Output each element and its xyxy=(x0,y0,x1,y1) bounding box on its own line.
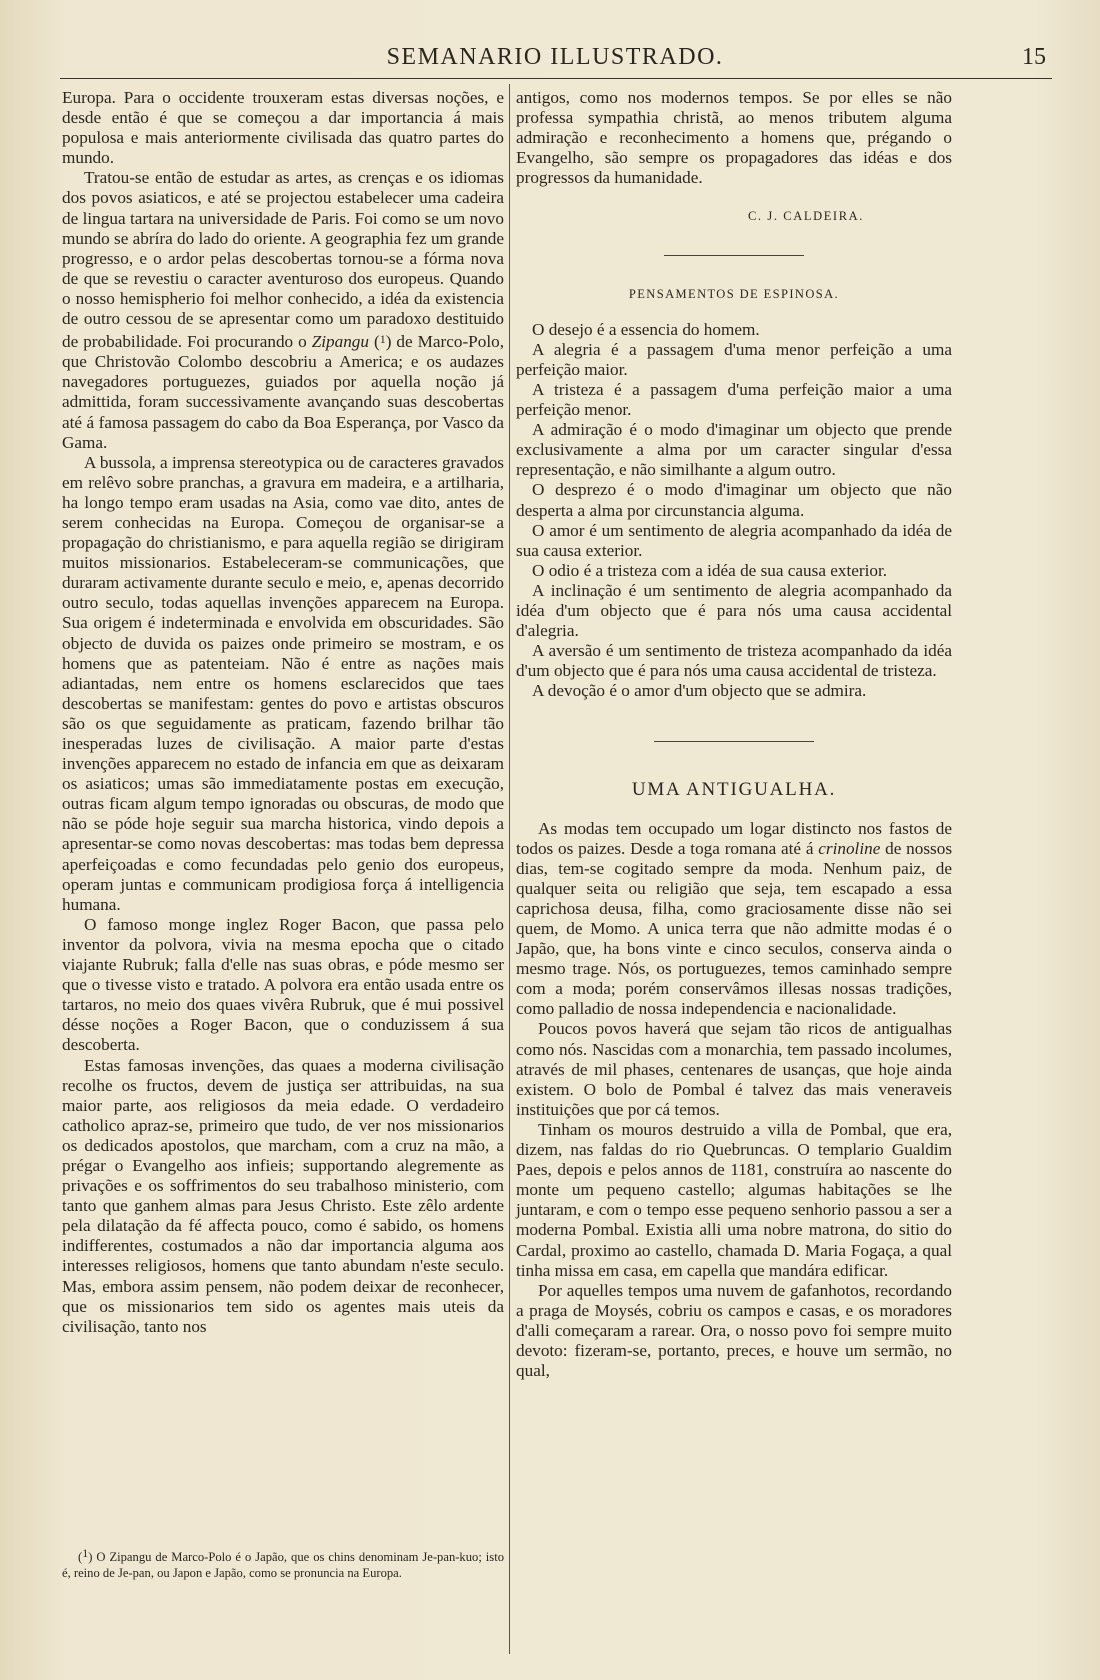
paragraph: Europa. Para o occidente trouxeram estas diversas noções, e desde então é que se começou a dar importancia á mais populosa e mais anteriormente civilisada das quatro partes do mundo. xyxy=(62,88,504,168)
column-divider xyxy=(509,84,510,1654)
author-signature: C. J. CALDEIRA. xyxy=(747,209,864,224)
footnote-mark: 1 xyxy=(82,1546,89,1560)
paragraph-text: As modas tem occupado um logar distincto nos fastos de todos os paizes. Desde a toga romana até á xyxy=(516,818,952,858)
paragraph: Poucos povos haverá que sejam tão ricos de antigualhas como nós. Nascidas com a monarchia, tem passado incolumes, através de mil phases, centenares de usanças, que hoje ainda existem. O bolo de Pombal é talvez das mais veneraveis instituições que por cá temos. xyxy=(516,1019,952,1119)
aphorism: A inclinação é um sentimento de alegria acompanhado da idéa d'um objecto que é para nós uma causa accidental d'alegria. xyxy=(516,580,952,641)
paragraph: A bussola, a imprensa stereotypica ou de caracteres gravados em relêvo sobre pranchas, a gravura em madeira, e a artilharia, ha longo tempo eram usadas na Asia, como vae dito, antes de serem conhecidas na Europa. Começou de organisar-se a propagação do christianismo, e para aquella região se dirigiram muitos missionarios. Estabeleceram-se communicações, que duraram activamente durante seculo e meio, e, apenas decorrido outro seculo, todas aquellas invenções apparecem na Europa. Sua origem é indeterminada e envolvida em obscuridades. São objecto de duvida os paizes onde primeiro se mostram, e os homens que as patenteiam. Não é entre as nações mais adiantadas, nem entre os homens esclarecidos que taes descobertas se manifestam: gentes do povo e artistas obscuros são os que seguidamente as praticam, fazendo brilhar tão inesperadas luzes de civilisação. A maior parte d'estas invenções apparecem no estado de infancia em que as deixaram os asiaticos; umas são immediatamente postas em execução, outras ficam algum tempo ignoradas ou obscuras, de modo que não se póde hoje seguir sua marcha historica, vindo depois a apresentar-se como novas descobertas: mas todas bem depressa aperfeiçoadas e como fecundadas pelo genio dos europeus, operam juntas e communicam prodigiosa força á intelligencia humana. xyxy=(62,452,504,914)
italic-term: crinoline xyxy=(818,838,881,858)
paragraph-text: Tratou-se então de estudar as artes, as crenças e os idiomas dos povos asiaticos, e até se projectou estabelecer uma cadeira de lingua tartara na universidade de Paris. Foi como se um novo mundo se abríra do lado do oriente. A geographia fez um grande progresso, e o ardor pelas descobertas tornou-se a fórma nova de que se revestiu o caracter aventuroso dos europeus. Quando o nosso hemispherio foi melhor conhecido, a idéa da existencia de outro cessou de se apresentar como um paradoxo destituido de probabilidade. Foi procurando o xyxy=(62,168,504,352)
paragraph-text: de Marco-Polo, que Christovão Colombo descobriu a America; e os audazes navegadores portuguezes, guiados por aquella noção já admittida, foram successivamente avançando suas descobertas até á famosa passagem do cabo da Boa Esperança, por Vasco da Gama. xyxy=(62,332,505,452)
aphorism: A aversão é um sentimento de tristeza acompanhado da idéa d'um objecto que é para nós uma causa accidental de tristeza. xyxy=(516,641,952,681)
header-rule xyxy=(60,78,1052,79)
aphorism: O odio é a tristeza com a idéa de sua causa exterior. xyxy=(532,560,888,580)
paragraph: Por aquelles tempos uma nuvem de gafanhotos, recordando a praga de Moysés, cobriu os campos e casas, e os moradores d'alli começaram a rarear. Ora, o nosso povo foi sempre muito devoto: fizeram-se, portanto, preces, e houve um sermão, no qual, xyxy=(516,1280,952,1381)
aphorism: O desejo é a essencia do homem. xyxy=(532,319,760,339)
aphorism-list xyxy=(516,320,952,702)
page-header xyxy=(60,38,1050,78)
left-column xyxy=(62,88,504,1578)
right-column xyxy=(516,88,952,1648)
footnote-text: O Zipangu de Marco-Polo é o Japão, que os chins denominam Je-pan-kuo; isto é, reino de Je-pan, ou Japon e Japão, como se pronuncia na Europa. xyxy=(62,1550,504,1580)
paragraph: O famoso monge inglez Roger Bacon, que passa pelo inventor da polvora, vivia na mesma epocha que o citado viajante Rubruk; falla d'elle nas suas obras, e póde mesmo ser que o tivesse visto e tratado. A polvora era então usada entre os tartaros, no meio dos quaes vivêra Rubruk, que é mui possivel désse noções a Roger Bacon, que o conduzissem á sua descoberta. xyxy=(62,914,504,1055)
section-heading: PENSAMENTOS DE ESPINOSA. xyxy=(628,286,840,301)
aphorism: A tristeza é a passagem d'uma perfeição maior a uma perfeição menor. xyxy=(516,379,952,420)
paragraph: Tinham os mouros destruido a villa de Pombal, que era, dizem, nas faldas do rio Quebruncas. O templario Gualdim Paes, depois e pelos annos de 1181, construíra ao nascente do monte um pequeno castello; algumas habitações se lhe juntaram, e com o tempo esse pequeno senhorio passou a ser a moderna Pombal. Existia alli uma nobre matrona, do sitio do Cardal, proximo ao castello, chamada D. Maria Fogaça, a qual tinha missa em casa, em capella que mandára edificar. xyxy=(516,1119,952,1280)
paragraph: Estas famosas invenções, das quaes a moderna civilisação recolhe os fructos, devem de justiça ser attribuidas, na sua maior parte, aos religiosos da meia edade. O verdadeiro catholico apraz-se, primeiro que tudo, de ver nos missionarios os dedicados apostolos, que marcham, com a cruz na mão, a prégar o Evangelho aos infieis; supportando alegremente as privações e os soffrimentos do seu trabalhoso ministerio, com tanto que ganhem almas para Jesus Christo. Este zêlo ardente pela dilatação da fé affecta pouco, como é sabido, os homens indifferentes, costumados a não dar importancia alguma aos interesses religiosos, homens que tanto abundam n'este seculo. Mas, embora assim pensem, não podem deixar de reconhecer, que os missionarios tem sido os agentes mais uteis da civilisação, tanto nos xyxy=(62,1055,504,1336)
aphorism: O amor é um sentimento de alegria acompanhado da idéa de sua causa exterior. xyxy=(516,520,952,560)
section-divider xyxy=(664,255,804,256)
running-title: SEMANARIO ILLUSTRADO. xyxy=(386,44,724,70)
paragraph-text: de nossos dias, tem-se cogitado sempre da moda. Nenhum paiz, de qualquer seita ou religião que seja, tem escapado a essa caprichosa deusa, filha, como graciosamente disse não sei quem, de Momo. A unica terra que não admitte modas é o Japão, que, ha bons vinte e cinco seculos, conserva ainda o mesmo trage. Nós, os portuguezes, temos caminhado sempre com a moda; porém conservâmos illesas nossas tradições, como palladio de nossa independencia e nacionalidade. xyxy=(516,838,953,1019)
footnote: ($^1$) O Zipangu de Marco-Polo é o Japão, que os chins denominam Je-pan-kuo; isto é, reino de Je-pan, ou Japon e Japão, como se pronuncia na Europa. xyxy=(62,1546,504,1580)
aphorism: A devoção é o amor d'um objecto que se admira. xyxy=(532,681,867,701)
paragraph xyxy=(516,819,952,1020)
aphorism: A admiração é o modo d'imaginar um objecto que prende exclusivamente a alma por um caracter singular d'essa representação, e não similhante a algum outro. xyxy=(516,420,952,480)
paragraph: antigos, como nos modernos tempos. Se por elles se não professa sympathia christã, ao menos tributem alguma admiração e reconhecimento a homens que, prégando o Evangelho, são sempre os propagadores das idéas e dos progressos da humanidade. xyxy=(516,88,952,188)
paragraph: Tratou-se então de estudar as artes, as crenças e os idiomas dos povos asiaticos, e até se projectou estabelecer uma cadeira de lingua tartara na universidade de Paris. Foi como se um novo mundo se abríra do lado do oriente. A geographia fez um grande progresso, e o ardor pelas descobertas tornou-se a fórma nova de que se revestiu o caracter aventuroso dos europeus. Quando o nosso hemispherio foi melhor conhecido, a idéa da existencia de outro cessou de se apresentar como um paradoxo destituido de probabilidade. Foi procurando o Zipangu ($^1$) de Marco-Polo, que Christovão Colombo descobriu a America; e os audazes navegadores portuguezes, guiados por aquella noção já admittida, foram successivamente avançando suas descobertas até á famosa passagem do cabo da Boa Esperança, por Vasco da Gama. xyxy=(62,168,505,452)
footnote-reference: 1 xyxy=(379,332,386,347)
page-number: 15 xyxy=(1022,44,1046,70)
section-divider xyxy=(654,741,814,742)
aphorism: O desprezo é o modo d'imaginar um objecto que não desperta a alma por circunstancia alguma. xyxy=(516,480,952,520)
italic-term: Zipangu xyxy=(311,332,369,352)
article-title: UMA ANTIGUALHA. xyxy=(631,779,837,801)
aphorism: A alegria é a passagem d'uma menor perfeição a uma perfeição maior. xyxy=(516,339,952,379)
